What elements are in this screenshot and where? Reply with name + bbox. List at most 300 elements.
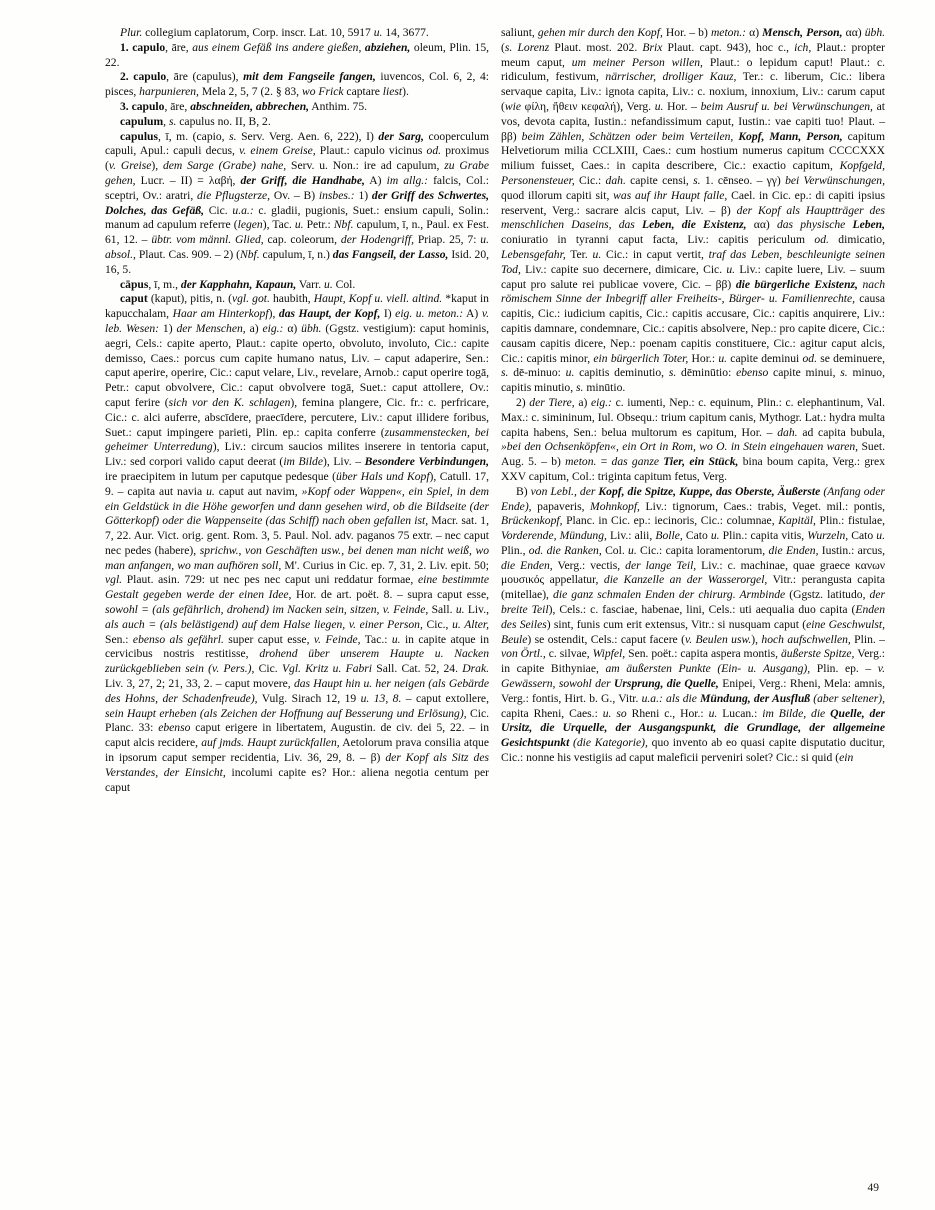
text-segment: eine Geschwulst, Beule (501, 617, 885, 646)
text-segment: αα) (746, 218, 777, 232)
text-segment: ich, (794, 40, 812, 54)
text-segment: das Haupt, der Kopf, (278, 307, 381, 321)
text-segment: Enden des Seiles (501, 603, 885, 631)
text-segment: Haupt, Kopf u. viell. altind. (313, 292, 443, 306)
text-segment: Cic. Planc. 33: (105, 706, 489, 735)
text-segment: um meiner Person willen, (571, 55, 703, 69)
text-segment: Nbf. (239, 247, 260, 261)
text-segment: Plin. – (850, 632, 885, 646)
text-segment: ad capita bubula, (797, 425, 885, 439)
text-segment: närrischer, drolliger Kauz, (605, 70, 737, 84)
text-segment: capite minui, (768, 366, 841, 380)
text-segment: s. (668, 366, 677, 380)
text-segment: beim Zählen, Schätzen oder beim Verteilen, (521, 129, 739, 143)
text-segment: nach römischem Sinne der Inbegriff aller Freiheits-, Bürger- u. Familienrechte, (501, 277, 886, 306)
dictionary-paragraph (105, 278, 489, 293)
text-segment: Leben, die Existenz, (642, 218, 747, 232)
text-segment: als die (666, 691, 701, 705)
text-segment: Mela 2, 5, 7 (2. § 83, (198, 85, 302, 99)
text-segment: Hor. de art. poët. 8. – supra caput esse, (291, 588, 489, 602)
text-segment: a) (574, 395, 591, 409)
text-segment: der Menschen, (176, 321, 246, 335)
text-segment: die Enden, (768, 543, 819, 557)
text-segment: der breite Teil (501, 588, 886, 617)
text-segment: (Ggstz. vestigium): caput hominis, aegri, Cels.: capite aperto, Plaut.: capite operto, obvoluto, involuto, Cic.: capite demisso, Caes.: porcus cum capite humano natus, Liv. – caput adaperire, Sen.: caput aperire, operire, Cic.: caput velare, Liv., revelare, Arnob.: caput operire togā, Petr.: caput obvolvere, Cic.: caput obvolvere togā, Suet.: caput attollere, Ov.: caput ferire ( (105, 321, 489, 409)
text-segment: übtr. vom männl. Glied, (151, 233, 264, 247)
text-segment: dah. (777, 425, 798, 439)
text-segment: äußerste Spitze, (780, 647, 855, 661)
text-segment: ebenso (158, 721, 191, 735)
text-segment: eig. u. meton.: (395, 307, 464, 321)
text-segment: »Kopf oder Wappen«, ein Spiel, in dem ein Geldstück in die Höhe geworfen und dann gesehen wird, ob die Bildseite (der Götterkopf) oder die Wappenseite (das Schiff) nach oben gefallen ist, (105, 484, 489, 528)
text-segment: u.a.: (641, 691, 663, 705)
text-segment: Planc. in Cic. ep.: iecinoris, Cic.: columnae, (562, 514, 779, 528)
text-segment: u. (718, 351, 728, 365)
text-segment: , āre, (165, 40, 193, 54)
text-segment: das Fangseil, der Lasso, (332, 247, 449, 261)
text-segment: der Hodengriff, (340, 233, 414, 247)
text-segment: Ursprung, die Quelle, (614, 677, 719, 691)
text-segment: capulum, ī, n.) (259, 247, 333, 261)
text-segment: »bei den Ochsenköpfen«, ein Ort in Rom, wo O. in Stein eingehauen waren, (501, 440, 859, 454)
text-segment: Rheni c., Hor.: (626, 706, 709, 720)
text-segment: Lebensgefahr, (501, 247, 566, 261)
text-segment: Cato (682, 529, 711, 543)
text-segment: Aetolorum prava consilia atque in ipsorum caput semper recidentia, Liv. 36, 29, 8. – β) (105, 736, 489, 765)
text-segment: Serv. u. Non.: ire ad capulum, (286, 159, 445, 173)
dictionary-paragraph (105, 100, 489, 115)
text-segment: od. (426, 144, 442, 158)
text-segment: c. gladii, pugionis, Suet.: ensium capuli, Solin.: manum ad capulum referre ( (105, 203, 489, 232)
text-segment: u. (565, 366, 575, 380)
text-segment: capite deminui (727, 351, 803, 365)
text-segment: Plin. ep. – (810, 662, 878, 676)
text-segment: bina boum capita, Verg.: grex XXV capitum, Col.: triginta capitum fetus, Verg. (501, 455, 885, 483)
text-segment: v. leb. Wesen: (105, 307, 489, 335)
text-segment: iuvencos, Col. 6, 2, 4: pisces, (105, 70, 489, 99)
text-segment: α) (283, 321, 302, 335)
text-segment: ire praecipitem in lutum per caputque pedesque ( (105, 469, 337, 483)
text-segment: u. (324, 277, 333, 291)
text-segment: quod illorum capiti sit, (501, 188, 614, 202)
text-segment: Leben, (852, 218, 886, 232)
text-segment: ), femina plangere, Cic. fr.: c. perfricare, Cic.: c. alci auferre, abscīdere, praecīdere, percutere, Liv.: caput illidere foribus, Suet.: caput impingere parieti, Plin. ep.: capita conferre ( (105, 395, 489, 439)
text-segment: Plaut. asin. 729: ut nec pes nec caput uni reddatur formae, (122, 573, 419, 587)
text-segment: im allg.: (386, 173, 429, 187)
text-segment: ebenso (736, 366, 769, 380)
text-segment: ), (751, 632, 762, 646)
text-segment: Plin.: fistulae, (815, 514, 885, 528)
text-segment: od. die Ranken, (528, 543, 602, 557)
text-segment: Cic.: in caput vertit, (601, 247, 709, 261)
text-segment: ), (151, 159, 163, 173)
text-segment: falcis, Col.: sceptri, Ov.: aratri, (105, 173, 489, 202)
text-segment: collegium caplatorum, Corp. inscr. Lat. 10, 5917 (142, 26, 374, 39)
text-segment: sein Haupt erheben (als Zeichen der Hoffnung auf Besserung und Erlösung), (105, 706, 467, 720)
text-segment: s. (576, 381, 584, 395)
text-segment: Isid. 20, 16, 5. (105, 247, 490, 276)
text-segment: Plaut. most. 202. (549, 40, 643, 54)
text-segment: auf jmds. Haupt zurückfallen, (201, 736, 340, 750)
text-segment: der Kapphahn, Kapaun, (180, 277, 297, 291)
text-segment: u. (592, 247, 602, 261)
text-segment: abziehen, (364, 40, 411, 54)
page-number: 49 (867, 1182, 879, 1194)
text-segment: B) (516, 484, 531, 498)
dictionary-paragraph (105, 41, 489, 71)
text-segment: die Kanzelle an der Wasserorgel, (603, 573, 768, 587)
text-segment: capitum Helvetiorum milia CCLXIII, Caes.: cum hostium numerus capitum CCCCXXX milium fuisset, Caes.: in capita describere, Cic.: exactio capitum, (501, 129, 886, 173)
text-segment: Plaut.: o lepidum caput! Plaut.: c. ridiculum, festivum, (501, 55, 885, 84)
text-segment: übh. (301, 321, 322, 335)
text-segment: Brix (642, 40, 663, 54)
text-segment: wo Frick (301, 85, 344, 99)
dictionary-paragraph (501, 396, 885, 485)
text-segment: Plin., (501, 543, 529, 557)
text-segment: capulum, ī, n., Paul. ex Fest. 61, 12. – (105, 218, 490, 247)
text-segment: Sall. Cat. 52, 24. (372, 662, 463, 676)
text-segment: u. (455, 603, 465, 617)
text-segment: Liv., (464, 603, 489, 617)
text-segment: Hor. – (663, 99, 701, 113)
text-segment: aus einem Gefäß ins andere gießen, (192, 40, 365, 54)
text-segment: dimicatio, (828, 233, 885, 247)
text-segment: ). (402, 85, 409, 99)
text-segment: Kapitäl, (778, 514, 816, 528)
text-segment: (aber seltener), (810, 691, 885, 705)
text-segment: Vorderende, Mündung, (501, 529, 607, 543)
text-segment: u. (710, 529, 720, 543)
text-segment: Macr. sat. 1, 7, 22. Aur. Vict. orig. gent. Rom. 3, 5. Paul. Nol. adv. paganos 75 extr. – nec caput nec pedes (habere), (105, 514, 490, 557)
text-segment: capita Rheni, Caes.: (501, 706, 603, 720)
text-segment: , āre, (164, 99, 191, 113)
text-segment: proximus ( (105, 144, 489, 173)
text-segment: φίλη, ἤθειν κεφαλή), Verg. (520, 99, 655, 113)
text-segment: Cic. (203, 203, 233, 217)
text-segment: liest (382, 85, 403, 99)
text-segment: (Ggstz. latitudo, (785, 588, 870, 602)
text-segment: , āre (capulus), (166, 70, 244, 84)
text-segment: sowohl = (als gefährlich, drohend) im Nacken sein, sitzen, v. Feinde, (105, 603, 429, 617)
text-segment: u. so (602, 706, 627, 720)
text-segment: s. (501, 366, 509, 380)
text-segment: von Örtl., (501, 647, 546, 661)
text-segment: Mensch, Person, (762, 26, 843, 39)
right-column (501, 26, 885, 795)
text-segment: ), Liv. – (322, 455, 365, 469)
text-segment: Iustin.: arcus, (818, 543, 885, 557)
dictionary-paragraph (501, 26, 885, 396)
text-segment: minuo, capitis minutio, (501, 366, 885, 395)
text-segment: in capite atque in cervicibus nostris restitisse, (105, 632, 489, 661)
text-segment: der Tiere, (529, 395, 575, 409)
text-segment: Enipei, Verg.: Rheni, Mela: amnis, Verg.: fontis, Hirt. b. G., Vitr. (501, 677, 885, 705)
text-segment: drohend über unserem Haupte u. Nacken zurückgeblieben sein (v. Pers.), (105, 647, 489, 676)
text-segment: meton. (565, 455, 597, 469)
text-segment: haubith, (269, 292, 314, 306)
text-segment: Ter.: c. liberum, Cic.: libera servaque capita, Liv.: ignota capita, Liv.: c. noxium, innoxium, Liv.: carum caput ( (501, 70, 885, 113)
text-segment: papaveris, (531, 499, 591, 513)
text-segment: cooperculum capuli, Apul.: capuli decus, (105, 129, 489, 158)
text-segment: quo invento ab eo quasi capite disputatio ducitur, Cic.: nonne his vestigiis ad caput maleficii perveniri solet? Cic.: si quid ( (501, 736, 885, 765)
text-segment: Liv.: alii, (606, 529, 656, 543)
text-segment: Liv. 3, 27, 2; 21, 33, 2. – caput movere, (105, 677, 294, 691)
dictionary-paragraph (105, 115, 489, 130)
text-segment: beim Ausruf u. bei Verwünschungen, (700, 99, 873, 113)
text-segment: αα) (842, 26, 865, 39)
text-segment: = (596, 455, 612, 469)
text-segment: captare (343, 85, 383, 99)
text-segment: vgl. (105, 573, 123, 587)
text-segment: der Kopf als Hauptträger des menschlichen Daseins, das (501, 203, 885, 232)
text-segment: capulus (120, 129, 159, 143)
text-segment: was auf ihr Haupt falle, (613, 188, 728, 202)
text-segment: über Hals und Kopf (336, 469, 430, 483)
text-segment: die Pflugsterze, (197, 188, 271, 202)
text-segment: minūtio. (583, 381, 626, 395)
text-segment: ), (268, 307, 279, 321)
text-segment: das Haupt hin u. her neigen (als Gebärde des Hohns, der Schadenfreude), (105, 677, 489, 705)
dictionary-paragraph (105, 130, 489, 278)
text-segment: Vgl. Kritz u. Fabri (281, 662, 373, 676)
text-segment: von Lebl., der (530, 484, 599, 498)
text-segment: Tier, ein Stück, (663, 455, 739, 469)
text-segment: ) sint, funis cum erit extensus, Vitr.: si nusquam caput ( (546, 617, 807, 631)
text-segment: s. (693, 173, 701, 187)
text-segment: A) (364, 173, 387, 187)
text-segment: die Enden, (501, 558, 553, 572)
text-segment: Plin.: capita vitis, (719, 529, 808, 543)
text-segment: s. (168, 114, 177, 128)
text-segment: legen (237, 218, 263, 232)
text-segment: harpunieren, (139, 85, 199, 99)
text-segment: ebenso als gefährl. (132, 632, 224, 646)
text-segment: Vulg. Sirach 12, 19 (257, 691, 361, 705)
text-segment: – caput extollere, (401, 691, 489, 705)
text-segment: 1. cēnseo. – γγ) (700, 173, 786, 187)
text-segment: Liv.: c. machinae, quae graece κανων μουσικός appellatur, (501, 558, 885, 587)
text-segment: Ter. (565, 247, 593, 261)
text-segment: u. (628, 543, 637, 557)
text-segment: Plaut.: propter meum caput, (501, 40, 886, 69)
text-segment: gehen mir durch den Kopf, (537, 26, 663, 39)
text-segment: α) (746, 26, 763, 39)
text-segment: oleum, Plin. 15, 22. (105, 40, 490, 69)
text-segment: übh. (864, 26, 886, 39)
text-segment: Serv. Verg. Aen. 6, 222), I) (236, 129, 379, 143)
text-segment: ein bürgerlich Toter, (593, 351, 689, 365)
text-segment: Hor.: (688, 351, 719, 365)
text-segment: u. (373, 26, 383, 39)
text-segment: dēminūtio: (676, 366, 737, 380)
text-segment: capulus no. II, B, 2. (176, 114, 271, 128)
text-segment: Lucr. – II) = λαβή, (135, 173, 241, 187)
text-segment: (Anfang oder Ende), (501, 484, 885, 513)
text-segment: Verg.: in capite Bithyniae, (501, 647, 885, 676)
text-segment: u. (206, 484, 215, 498)
text-segment: incolumi capite es? Hor.: aliena negotia centum per caput (105, 765, 490, 794)
text-segment: Plur. (120, 26, 143, 39)
text-segment: Besondere Verbindungen, (364, 455, 490, 469)
text-segment: eig.: (262, 321, 284, 335)
text-segment: dem Sarge (Grabe) nahe, (162, 159, 287, 173)
text-segment: Plaut. capt. 943), hoc c., (662, 40, 795, 54)
text-segment: meton.: (710, 26, 747, 39)
text-segment: *kaput in kapucchalam, (105, 292, 489, 321)
text-segment: , (163, 114, 169, 128)
text-segment: der Sarg, (378, 129, 424, 143)
text-segment: Lucan.: (717, 706, 763, 720)
text-segment: ( (501, 40, 505, 54)
text-segment: als auch = (als belästigend) auf dem Halse liegen, v. einer Person, (105, 617, 423, 631)
text-segment: sich vor den K. schlagen (168, 395, 291, 409)
text-segment: s. (229, 129, 237, 143)
text-segment: u. 13, 8. (360, 691, 402, 705)
text-segment: Col. (332, 277, 356, 291)
text-segment: eig.: (591, 395, 612, 409)
text-segment: dah. (605, 173, 626, 187)
text-segment: wie (504, 99, 521, 113)
text-segment: Cael. in Cic. ep.: di capiti ipsius reservent, Verg.: sacrare alcis caput, Liv. – β) (501, 188, 885, 217)
text-segment: am äußersten Punkte (Ein- u. Ausgang), (605, 662, 811, 676)
text-segment: zu Grabe gehen, (105, 159, 489, 187)
text-segment: s. (840, 366, 848, 380)
dictionary-paragraph (105, 70, 489, 100)
text-segment: die ganz schmalen Enden der chirurg. Armbinde (553, 588, 786, 602)
text-segment: capite censi, (625, 173, 694, 187)
text-segment: (die Kategorie), (569, 736, 648, 750)
text-segment: a) (245, 321, 263, 335)
text-segment: v. Gewässern, sowohl der (501, 662, 885, 691)
text-segment: u. absol., (105, 233, 489, 261)
text-segment: Vitr.: perangusta capita (mitellae), (501, 573, 885, 602)
text-segment: im Bilde, die (762, 706, 831, 720)
text-segment: M'. Curius in Cic. ep. 7, 31, 2. Liv. epit. 50; (281, 558, 489, 572)
text-segment: ein (839, 751, 854, 765)
text-segment: od. (814, 233, 829, 247)
text-segment: Sen.: (105, 632, 133, 646)
text-segment: ), Tac. (262, 218, 295, 232)
text-segment: u. (654, 99, 664, 113)
text-segment: u. (391, 632, 401, 646)
text-segment: vgl. got. (231, 292, 270, 306)
text-segment: bei Verwünschungen, (785, 173, 885, 187)
text-segment: der lange Teil, (625, 558, 697, 572)
text-segment: Varr. (296, 277, 325, 291)
text-segment: saliunt, (501, 26, 538, 39)
text-segment: Hor. – b) (662, 26, 711, 39)
dictionary-paragraph (501, 485, 885, 766)
text-segment: Ov. – B) (270, 188, 319, 202)
text-segment: 1) (354, 188, 372, 202)
text-segment: Liv.: capite suo decernere, dimicare, Cic. (520, 262, 727, 276)
text-segment: 2. capulo (120, 70, 167, 84)
text-segment: super caput esse, (223, 632, 314, 646)
text-segment: 2) (516, 395, 530, 409)
text-segment: , ī, m. (capio, (158, 129, 230, 143)
text-segment: 1) (159, 321, 177, 335)
left-column (105, 26, 489, 795)
text-segment: c. iumenti, Nep.: c. equinum, Plin.: c. elephantinum, Val. Max.: c. simininum, Iul. Obsequ.: trium capitum canis, Mythogr. Lat.: hydra multa capita habens, Sen.: belua multorum es capitum, Hor. – (501, 395, 885, 439)
text-segment: der Griff des Schwertes, Dolches, das Gefäß, (105, 188, 489, 217)
text-segment: Kopf, die Spitze, Kuppe, das Oberste, Äußerste (598, 484, 821, 498)
text-segment: Nbf. (333, 218, 354, 232)
text-segment: u.a.: (232, 203, 254, 217)
text-segment: Wipfel, (592, 647, 626, 661)
text-segment: insbes.: (318, 188, 355, 202)
dictionary-paragraph (105, 26, 489, 41)
text-segment: Haar am Hinterkopf (172, 307, 269, 321)
text-segment: Mohnkopf, (590, 499, 640, 513)
text-segment: u. (294, 218, 304, 232)
text-segment: Cato (848, 529, 877, 543)
text-segment: causa capitis, Cic.: iudicium capitis, Cic.: capitis accusare, Cic.: capitis anquirere, Liv.: capitis damnare, condemnare, Cic.: capitis absolvere, Nep.: pro capite dicere, Cic.: causam capitis dicere, Nep.: poenam capitis constituere, Cic.: agitur caput alcis, Cic.: capitis minor, (501, 292, 885, 365)
text-segment: u. (726, 262, 736, 276)
text-segment: Priap. 25, 7: (414, 233, 481, 247)
text-segment: das physische (776, 218, 853, 232)
text-segment: dē-minuo: (508, 366, 566, 380)
text-segment: die bürgerliche Existenz, (735, 277, 858, 291)
text-segment: Kopf, Mann, Person, (738, 129, 843, 143)
text-segment: Brückenkopf, (501, 514, 563, 528)
text-segment: hoch aufschwellen, (761, 632, 851, 646)
text-segment: s. Lorenz (504, 40, 550, 54)
text-segment: eine bestimmte Gestalt gegeben werde der einen Idee, (105, 573, 490, 602)
text-segment: v. Greise (108, 159, 152, 173)
text-segment: ) se ostendit, Cels.: caput facere ( (527, 632, 685, 646)
text-segment: Plaut.: capulo vicinus (315, 144, 427, 158)
text-segment: Verg.: vectis, (552, 558, 626, 572)
text-segment: Sall. (428, 603, 456, 617)
dictionary-paragraph (105, 292, 489, 795)
text-segment: Mündung, der Ausfluß (700, 691, 811, 705)
text-segment: u. Alter, (452, 617, 489, 631)
text-segment: im Bilde (283, 455, 323, 469)
text-segment: A) (463, 307, 482, 321)
text-segment: Wurzeln, (807, 529, 849, 543)
text-segment: Bolle, (655, 529, 683, 543)
text-segment: (kaput), pitis, n. ( (147, 292, 232, 306)
text-segment: Liv.: capite luere, Liv. – suum caput pro salute rei publicae vovere, Cic. – ββ) (501, 262, 885, 291)
text-segment: c. silvae, (545, 647, 593, 661)
text-segment: Tac.: (360, 632, 392, 646)
text-segment: 14, 3677. (382, 26, 429, 39)
text-segment: v. Feinde, (313, 632, 361, 646)
text-segment: Cic.: (574, 173, 606, 187)
text-segment: caput erigere in libertatem, Augustin. de civ. dei 5, 22. – in caput alcis recidere, (105, 721, 489, 750)
text-segment: ), Catull. 17, 9. – capita aut navia (105, 469, 489, 498)
text-segment: Cic. (254, 662, 282, 676)
text-segment: Kopfgeld, Personensteuer, (501, 159, 885, 187)
text-segment: cāpus (120, 277, 149, 291)
text-segment: Liv.: tignorum, Caes.: trabis, Veget. mil.: pontis, (639, 499, 885, 513)
text-segment: 3. capulo (120, 99, 165, 113)
text-segment: Cic.: capita loramentorum, (636, 543, 769, 557)
text-segment: der Kopf als Sitz des Verstandes, der Einsicht, (105, 751, 489, 779)
text-segment: cap. coleorum, (263, 233, 341, 247)
text-segment: traf das Leben, beschleunigte seinen Tod, (501, 247, 886, 276)
text-segment: sprichw., von Geschäften usw., bei denen man nicht weiß, wo man anfangen, wo man aufhören soll, (105, 543, 489, 572)
text-segment: Quelle, der Ursitz, die Urquelle, der Ausgangspunkt, die Grundlage, der allgemeine Gesichtspunkt (501, 706, 885, 750)
text-segment: mit dem Fangseile fangen, (243, 70, 376, 84)
text-segment: Petr.: (303, 218, 334, 232)
text-segment: Col. (601, 543, 629, 557)
text-segment: v. Beulen usw. (684, 632, 752, 646)
text-segment: at vos, devota capita, Iustin.: nefandissimum caput, Iustin.: vae capiti tuo! Plaut. – ββ) (501, 99, 885, 143)
text-segment: Plaut. Cas. 909. – 2) ( (135, 247, 240, 261)
text-segment: Drak. (462, 662, 489, 676)
text-segment: abschneiden, abbrechen, (190, 99, 310, 113)
